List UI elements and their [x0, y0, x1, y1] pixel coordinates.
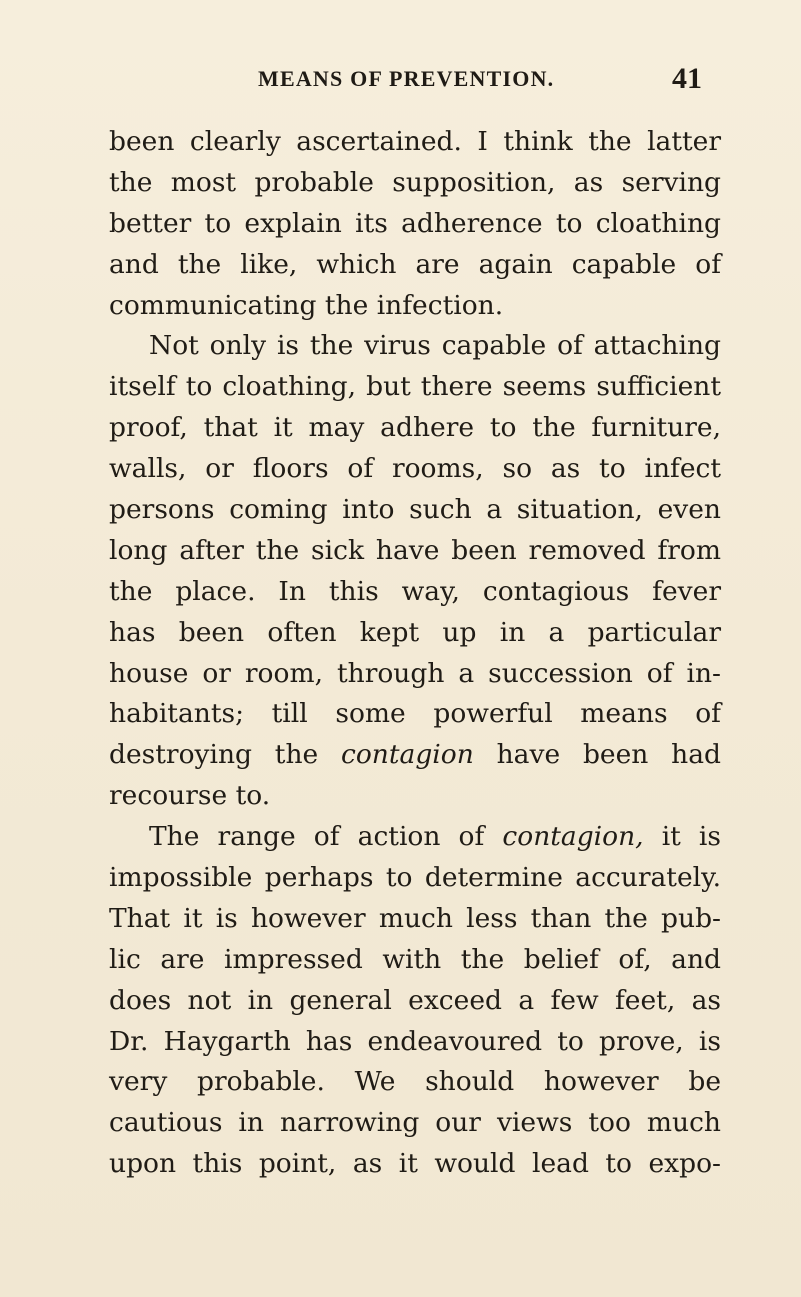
- italic-term: contagion: [341, 739, 474, 771]
- text-line: does not in general exceed a few feet, as: [109, 984, 721, 1016]
- text-line: impossible perhaps to determine accurately.: [109, 862, 721, 894]
- text-line: long after the sick have been removed from: [109, 534, 721, 566]
- text-line: Dr. Haygarth has endeavoured to prove, is: [109, 1025, 721, 1057]
- text-run: it is: [643, 821, 721, 853]
- text-line: very probable. We should however be: [109, 1066, 721, 1098]
- text-line: house or room, through a succession of in-: [109, 657, 721, 689]
- text-line: That it is however much less than the pub-: [109, 902, 721, 934]
- running-head-title: MEANS OF PREVENTION.: [258, 66, 555, 91]
- text-line: proof, that it may adhere to the furniture,: [109, 412, 721, 444]
- text-line: lic are impressed with the belief of, and: [109, 943, 721, 975]
- text-line: the most probable supposition, as serving: [109, 166, 721, 198]
- text-line: cautious in narrowing our views too much: [109, 1107, 721, 1139]
- paragraph-start-line: Not only is the virus capable of attaching: [149, 330, 721, 362]
- text-run: have been had: [473, 739, 721, 771]
- paragraph-start-line: [109, 817, 721, 858]
- text-line: upon this point, as it would lead to expo-: [109, 1148, 721, 1180]
- text-line: has been often kept up in a particular: [109, 616, 721, 648]
- text-line: recourse to.: [109, 780, 271, 812]
- text-line: the place. In this way, contagious fever: [109, 575, 721, 607]
- text-line: itself to cloathing, but there seems sufficient: [109, 371, 721, 403]
- text-line: habitants; till some powerful means of: [109, 698, 721, 730]
- body-text: [109, 122, 721, 1185]
- text-line: better to explain its adherence to cloathing: [109, 207, 721, 239]
- running-head: [250, 62, 720, 106]
- text-line: been clearly ascertained. I think the latter: [109, 126, 721, 157]
- page-number: 41: [672, 62, 702, 95]
- text-line: communicating the infection.: [109, 289, 504, 321]
- text-line: [109, 735, 721, 776]
- text-line: walls, or floors of rooms, so as to infect: [109, 453, 721, 485]
- italic-term: contagion,: [502, 821, 644, 853]
- text-run: destroying the: [109, 739, 342, 771]
- text-line: and the like, which are again capable of: [109, 248, 721, 280]
- text-line: persons coming into such a situation, even: [109, 494, 721, 526]
- text-run: The range of action of: [149, 821, 503, 853]
